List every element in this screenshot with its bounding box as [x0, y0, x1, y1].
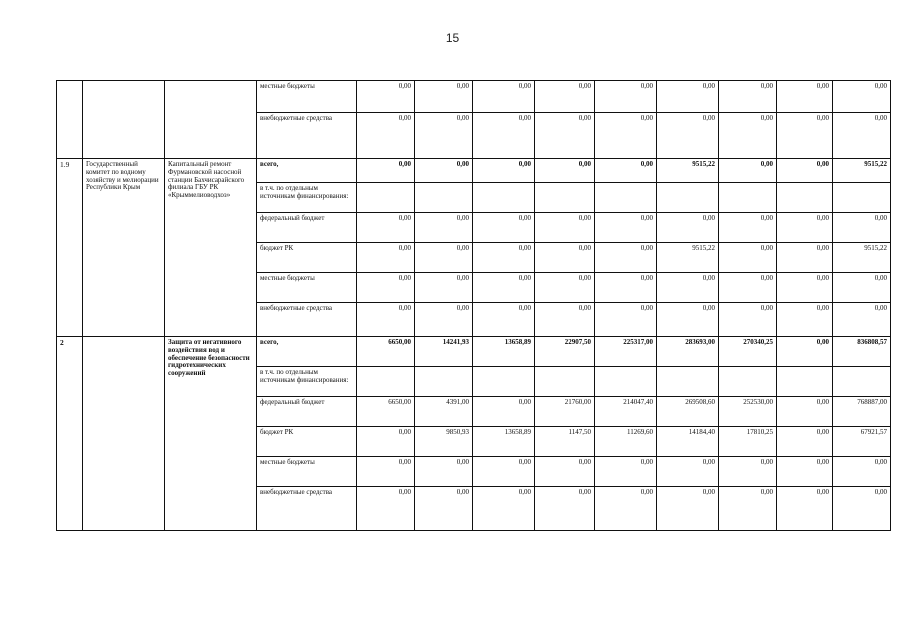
executor-cell — [83, 337, 165, 531]
amount-cell: 14241,93 — [415, 337, 473, 367]
financing-table — [56, 80, 891, 531]
table-row — [57, 81, 891, 113]
amount-cell: 0,00 — [535, 213, 595, 243]
amount-cell: 0,00 — [777, 113, 833, 159]
amount-cell: 0,00 — [833, 487, 891, 531]
funding-source-cell: местные бюджеты — [257, 273, 357, 303]
amount-cell: 283693,00 — [657, 337, 719, 367]
amount-cell: 0,00 — [833, 213, 891, 243]
amount-cell: 0,00 — [535, 243, 595, 273]
amount-cell: 0,00 — [473, 487, 535, 531]
amount-cell: 0,00 — [595, 213, 657, 243]
amount-cell — [719, 367, 777, 397]
funding-source-cell: внебюджетные средства — [257, 303, 357, 337]
amount-cell: 0,00 — [833, 457, 891, 487]
amount-cell: 0,00 — [473, 273, 535, 303]
amount-cell: 21760,00 — [535, 397, 595, 427]
measure-title-cell: Капитальный ремонт Фурмановской насосной станции Бахчисарайского филиала ГБУ РК «Крыммелиоводхоз» — [165, 159, 257, 337]
row-index-cell — [57, 81, 83, 159]
amount-cell: 0,00 — [535, 457, 595, 487]
amount-cell: 0,00 — [595, 273, 657, 303]
funding-source-cell: всего, — [257, 159, 357, 183]
amount-cell — [535, 183, 595, 213]
amount-cell: 0,00 — [535, 113, 595, 159]
amount-cell: 0,00 — [777, 427, 833, 457]
amount-cell: 0,00 — [833, 81, 891, 113]
amount-cell: 0,00 — [657, 273, 719, 303]
amount-cell: 0,00 — [719, 273, 777, 303]
amount-cell: 0,00 — [357, 243, 415, 273]
amount-cell: 0,00 — [777, 243, 833, 273]
amount-cell: 0,00 — [777, 81, 833, 113]
amount-cell: 6650,00 — [357, 397, 415, 427]
measure-title-cell — [165, 81, 257, 159]
amount-cell: 0,00 — [357, 303, 415, 337]
amount-cell — [595, 183, 657, 213]
amount-cell: 0,00 — [357, 427, 415, 457]
amount-cell: 0,00 — [657, 213, 719, 243]
amount-cell: 0,00 — [595, 457, 657, 487]
amount-cell: 0,00 — [535, 303, 595, 337]
amount-cell: 252530,00 — [719, 397, 777, 427]
amount-cell: 0,00 — [657, 457, 719, 487]
funding-source-cell: местные бюджеты — [257, 81, 357, 113]
amount-cell: 0,00 — [777, 337, 833, 367]
amount-cell: 0,00 — [777, 213, 833, 243]
amount-cell: 0,00 — [595, 487, 657, 531]
amount-cell — [657, 367, 719, 397]
page-number: 15 — [445, 31, 460, 45]
amount-cell: 0,00 — [535, 273, 595, 303]
table-body — [57, 81, 891, 531]
amount-cell: 0,00 — [719, 113, 777, 159]
amount-cell: 0,00 — [415, 303, 473, 337]
executor-cell — [83, 81, 165, 159]
table-row — [57, 159, 891, 183]
row-index-cell: 1.9 — [57, 159, 83, 337]
amount-cell: 6650,00 — [357, 337, 415, 367]
amount-cell: 0,00 — [657, 303, 719, 337]
amount-cell — [833, 183, 891, 213]
amount-cell: 0,00 — [595, 303, 657, 337]
amount-cell — [657, 183, 719, 213]
amount-cell: 0,00 — [719, 487, 777, 531]
amount-cell: 0,00 — [719, 457, 777, 487]
amount-cell: 11269,60 — [595, 427, 657, 457]
amount-cell: 0,00 — [595, 159, 657, 183]
amount-cell: 0,00 — [357, 159, 415, 183]
amount-cell: 0,00 — [833, 273, 891, 303]
amount-cell: 0,00 — [357, 457, 415, 487]
amount-cell: 0,00 — [415, 487, 473, 531]
amount-cell: 0,00 — [595, 81, 657, 113]
amount-cell: 0,00 — [473, 81, 535, 113]
funding-source-cell: бюджет РК — [257, 243, 357, 273]
amount-cell: 9515,22 — [833, 243, 891, 273]
amount-cell: 0,00 — [473, 457, 535, 487]
amount-cell: 17810,25 — [719, 427, 777, 457]
amount-cell — [535, 367, 595, 397]
funding-source-cell: федеральный бюджет — [257, 397, 357, 427]
amount-cell: 0,00 — [357, 213, 415, 243]
amount-cell: 768887,00 — [833, 397, 891, 427]
amount-cell — [777, 367, 833, 397]
amount-cell: 0,00 — [777, 159, 833, 183]
amount-cell: 214047,40 — [595, 397, 657, 427]
amount-cell: 4391,00 — [415, 397, 473, 427]
amount-cell — [357, 183, 415, 213]
amount-cell: 0,00 — [357, 273, 415, 303]
amount-cell: 0,00 — [777, 397, 833, 427]
amount-cell: 269508,60 — [657, 397, 719, 427]
amount-cell: 13658,89 — [473, 427, 535, 457]
amount-cell: 0,00 — [473, 243, 535, 273]
funding-source-cell: внебюджетные средства — [257, 487, 357, 531]
funding-source-cell: местные бюджеты — [257, 457, 357, 487]
amount-cell: 0,00 — [415, 213, 473, 243]
amount-cell: 0,00 — [415, 457, 473, 487]
table-row — [57, 337, 891, 367]
amount-cell — [719, 183, 777, 213]
amount-cell: 9515,22 — [833, 159, 891, 183]
funding-source-cell: федеральный бюджет — [257, 213, 357, 243]
amount-cell: 0,00 — [415, 113, 473, 159]
amount-cell: 9515,22 — [657, 243, 719, 273]
amount-cell: 0,00 — [719, 243, 777, 273]
amount-cell: 0,00 — [595, 243, 657, 273]
amount-cell: 0,00 — [777, 457, 833, 487]
amount-cell — [777, 183, 833, 213]
amount-cell: 225317,00 — [595, 337, 657, 367]
amount-cell — [415, 367, 473, 397]
amount-cell: 22907,50 — [535, 337, 595, 367]
amount-cell — [415, 183, 473, 213]
amount-cell — [595, 367, 657, 397]
amount-cell: 0,00 — [777, 303, 833, 337]
amount-cell: 0,00 — [535, 487, 595, 531]
amount-cell: 0,00 — [719, 159, 777, 183]
amount-cell: 0,00 — [473, 303, 535, 337]
amount-cell: 0,00 — [415, 243, 473, 273]
amount-cell: 0,00 — [415, 81, 473, 113]
amount-cell: 0,00 — [595, 113, 657, 159]
amount-cell: 0,00 — [657, 113, 719, 159]
amount-cell: 9850,93 — [415, 427, 473, 457]
amount-cell — [357, 367, 415, 397]
amount-cell: 0,00 — [833, 113, 891, 159]
funding-source-cell: всего, — [257, 337, 357, 367]
amount-cell: 0,00 — [535, 159, 595, 183]
amount-cell: 13658,89 — [473, 337, 535, 367]
amount-cell: 0,00 — [719, 213, 777, 243]
amount-cell: 0,00 — [415, 273, 473, 303]
measure-title-cell: Защита от негативного воздействия вод и обеспечение безопасности гидротехнических сооружений — [165, 337, 257, 531]
funding-source-cell: в т.ч. по отдельным источникам финансирования: — [257, 367, 357, 397]
funding-source-cell: в т.ч. по отдельным источникам финансирования: — [257, 183, 357, 213]
amount-cell: 14184,40 — [657, 427, 719, 457]
amount-cell — [473, 367, 535, 397]
amount-cell: 0,00 — [833, 303, 891, 337]
amount-cell: 0,00 — [777, 273, 833, 303]
amount-cell: 9515,22 — [657, 159, 719, 183]
amount-cell: 270340,25 — [719, 337, 777, 367]
amount-cell: 0,00 — [473, 213, 535, 243]
executor-cell: Государственный комитет по водному хозяйству и мелиорации Республики Крым — [83, 159, 165, 337]
amount-cell: 0,00 — [719, 303, 777, 337]
amount-cell: 67921,57 — [833, 427, 891, 457]
amount-cell: 0,00 — [415, 159, 473, 183]
row-index-cell: 2 — [57, 337, 83, 531]
amount-cell: 0,00 — [473, 113, 535, 159]
amount-cell: 0,00 — [657, 487, 719, 531]
amount-cell: 0,00 — [473, 159, 535, 183]
amount-cell — [833, 367, 891, 397]
amount-cell: 0,00 — [535, 81, 595, 113]
amount-cell: 1147,50 — [535, 427, 595, 457]
amount-cell: 0,00 — [657, 81, 719, 113]
amount-cell: 0,00 — [777, 487, 833, 531]
amount-cell: 836808,57 — [833, 337, 891, 367]
amount-cell: 0,00 — [357, 487, 415, 531]
amount-cell: 0,00 — [473, 397, 535, 427]
amount-cell: 0,00 — [719, 81, 777, 113]
amount-cell — [473, 183, 535, 213]
funding-source-cell: бюджет РК — [257, 427, 357, 457]
funding-source-cell: внебюджетные средства — [257, 113, 357, 159]
amount-cell: 0,00 — [357, 113, 415, 159]
amount-cell: 0,00 — [357, 81, 415, 113]
